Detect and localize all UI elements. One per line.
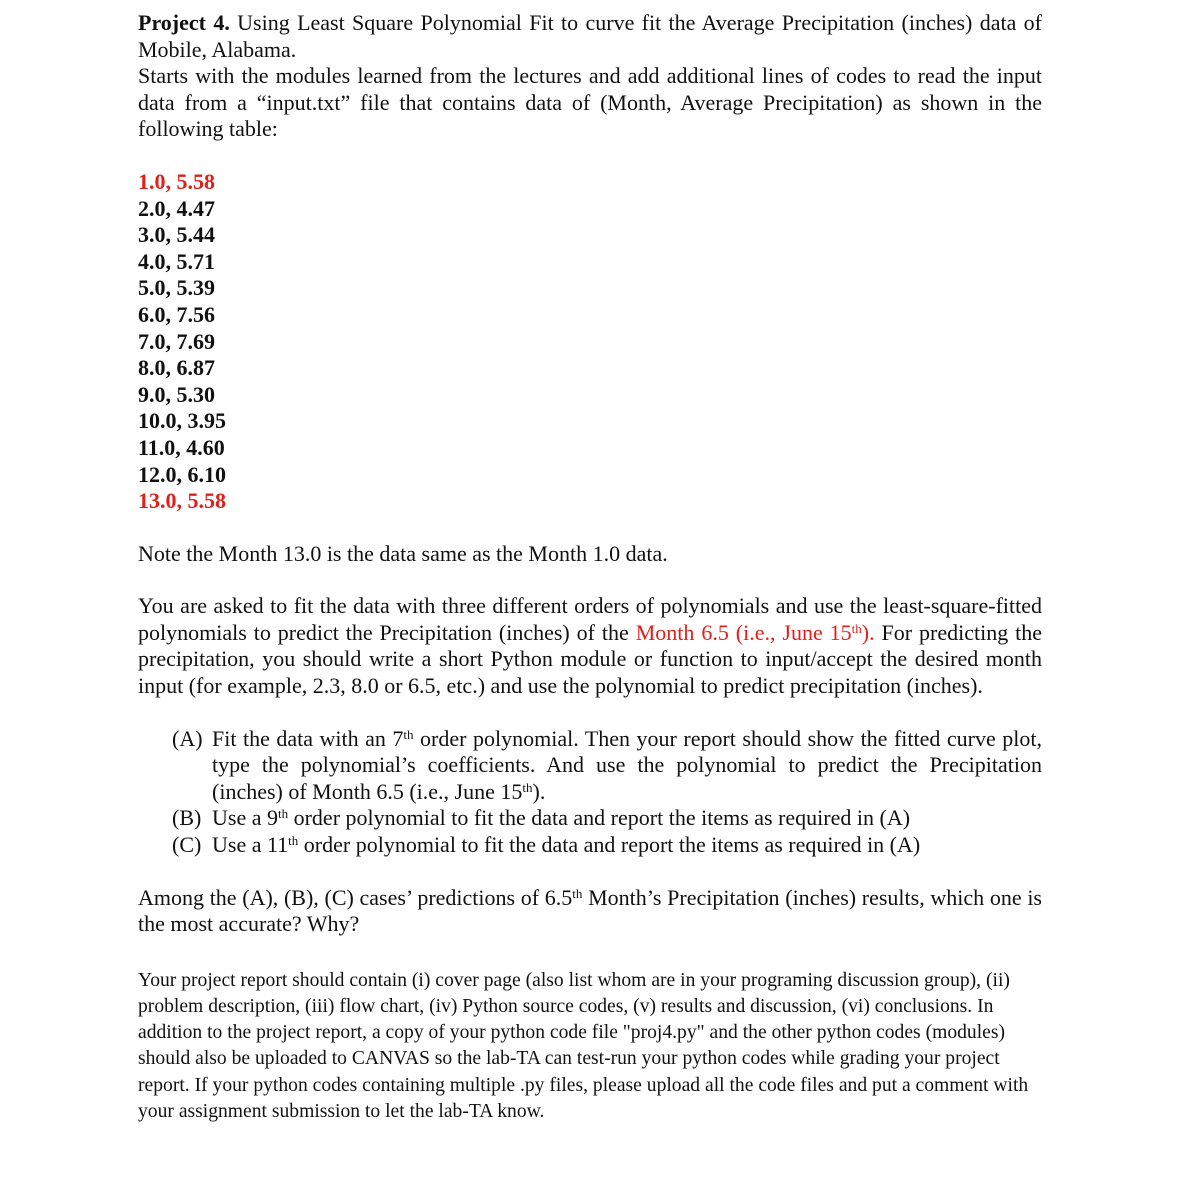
data-row: 8.0, 6.87 <box>138 355 215 381</box>
data-row: 10.0, 3.95 <box>138 408 226 434</box>
task-text-after: For predicting the precipitation, you should write a short Python module or function to input/accept the desired month input (for example, 2.3, 8.0 or 6.5, etc.) and use the polynomial to predict precipitation (inches). <box>138 619 1042 699</box>
document-page <box>138 10 1042 1125</box>
question-text-2: Month’s Precipitation (inches) results, which one is the most accurate? Why? <box>138 884 1042 937</box>
task-highlight-end: ). <box>861 619 875 645</box>
question-text-1: Among the (A), (B), (C) cases’ predictions of 6.5 <box>138 884 573 910</box>
data-row: 4.0, 5.71 <box>138 248 215 274</box>
data-row: 11.0, 4.60 <box>138 434 225 460</box>
part-b <box>172 805 1042 832</box>
data-row: 7.0, 7.69 <box>138 328 215 354</box>
data-row: 3.0, 5.44 <box>138 222 215 248</box>
task-highlight-text: Month 6.5 (i.e., June 15 <box>635 619 852 645</box>
part-c-text-1: Use a 11 <box>212 832 289 858</box>
intro-paragraph: Starts with the modules learned from the lectures and add additional lines of codes to read the input data from a “input.txt” file that contains data of (Month, Average Precipitation) as shown in the following table: <box>138 63 1042 142</box>
part-a-sup-2: th <box>522 779 533 795</box>
data-row: 9.0, 5.30 <box>138 381 215 407</box>
data-row: 2.0, 4.47 <box>138 195 215 221</box>
part-a-sup-1: th <box>403 726 414 742</box>
part-b-text-1: Use a 9 <box>212 805 278 831</box>
data-row: 1.0, 5.58 <box>138 168 215 194</box>
project-title-text: Using Least Square Polynomial Fit to curve fit the Average Precipitation (inches) data of Mobile, Alabama. <box>138 10 1043 62</box>
project-label: Project 4. <box>138 10 230 35</box>
task-highlight <box>636 620 875 645</box>
part-a-text-1: Fit the data with an 7 <box>212 725 404 751</box>
project-title <box>138 10 1042 63</box>
part-b-text-2: order polynomial to fit the data and report the items as required in (A) <box>288 805 911 831</box>
task-paragraph <box>138 593 1042 699</box>
part-a-label: (A) <box>172 725 203 751</box>
part-c <box>172 832 1042 859</box>
question-sup: th <box>572 885 583 901</box>
task-parts-list <box>138 726 1042 859</box>
question-paragraph <box>138 885 1042 938</box>
part-c-text-2: order polynomial to fit the data and report the items as required in (A) <box>298 832 921 858</box>
task-highlight-sup: th <box>851 620 862 636</box>
report-requirements-paragraph: Your project report should contain (i) cover page (also list whom are in your programing discussion group), (ii) problem description, (iii) flow chart, (iv) Python source codes, (v) results and discussion, (vi) conclusions. In addition to the project report, a copy of your python code file "proj4.py" and the other python codes (modules) should also be uploaded to CANVAS so the lab-TA can test-run your python codes while grading your project report. If your python codes containing multiple .py files, please upload all the code files and put a comment with your assignment submission to let the lab-TA know. <box>138 969 1029 1122</box>
data-row: 13.0, 5.58 <box>138 488 226 514</box>
part-c-text <box>212 832 1042 859</box>
note-paragraph: Note the Month 13.0 is the data same as the Month 1.0 data. <box>138 540 668 566</box>
part-a <box>172 726 1042 806</box>
part-a-text-3: ). <box>532 778 546 804</box>
task-text-before: You are asked to fit the data with three different orders of polynomials and use the least-square-fitted polynomials to predict the Precipitation (inches) of the <box>138 593 1042 645</box>
part-b-sup-1: th <box>277 806 289 822</box>
part-a-text-2: order polynomial. Then your report should show the fitted curve plot, type the polynomial’s coefficients. And use the polynomial to predict the Precipitation (inches) of Month 6.5 (i.e., June 15 <box>212 725 1042 804</box>
part-b-text <box>212 805 1042 832</box>
data-row: 12.0, 6.10 <box>138 461 226 487</box>
part-b-label: (B) <box>172 805 202 831</box>
part-c-label: (C) <box>172 832 202 858</box>
precipitation-data-list <box>138 169 1042 515</box>
data-row: 6.0, 7.56 <box>138 301 215 327</box>
part-a-text <box>212 726 1042 806</box>
part-c-sup-1: th <box>288 833 299 849</box>
data-row: 5.0, 5.39 <box>138 275 215 301</box>
